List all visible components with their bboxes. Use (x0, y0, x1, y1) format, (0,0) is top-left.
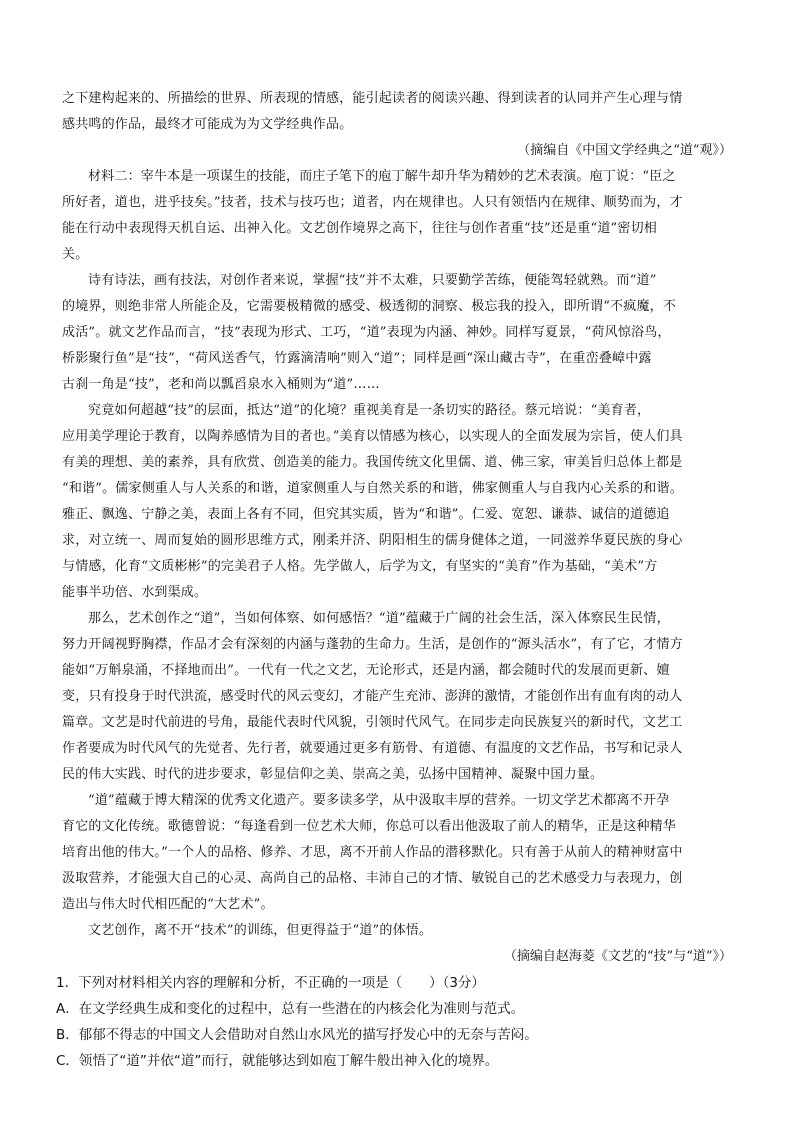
text-line: 所好者，道也，进乎技矣。”技者，技术与技巧也；道者，内在规律也。人只有领悟内在规律、顺势而为，才 (62, 195, 683, 210)
citation-text: （摘编自《中国文学经典之“道”观》） (517, 143, 732, 158)
question-stem: 1．下列对材料相关内容的理解和分析，不正确的一项是（ ）（3分） (56, 975, 485, 991)
text-line: 关。 (62, 247, 89, 262)
material-two-paragraph-6 (62, 918, 732, 944)
text-line: 应用美学理论于教育，以陶养感情为目的者也。”美育以情感为核心，以实现人的全面发展为宗旨，使人们具 (62, 429, 683, 444)
text-line: 感共鸣的作品，最终才可能成为为文学经典作品。 (62, 117, 353, 132)
option-b[interactable]: B．郁郁不得志的中国文人会借助对自然山水风光的描写抒发心中的无奈与苦闷。 (56, 1027, 538, 1043)
text-line: 古刹一角是“技”，老和尚以瓢舀泉水入桶则为“道”…… (62, 377, 380, 392)
text-line: 造出与伟大时代相匹配的“大艺术”。 (62, 897, 274, 912)
text-line: 努力开阔视野胸襟，作品才会有深刻的内涵与蓬勃的生命力。生活，是创作的“源头活水”，有了它，才情方 (62, 637, 683, 652)
text-line: 变，只有投身于时代洪流，感受时代的风云变幻，才能产生充沛、澎湃的激情，才能创作出有血有肉的动人 (62, 689, 683, 704)
text-line: 的境界，则绝非常人所能企及，它需要极精微的感受、极透彻的洞察、极忘我的投入，即所谓“不疯魔，不 (62, 299, 677, 314)
text-line: 民的伟大实践、时代的进步要求，彰显信仰之美、崇高之美，弘扬中国精神、凝聚中国力量。 (62, 767, 604, 782)
option-c[interactable]: C．领悟了“道”并依“道”而行，就能够达到如庖丁解牛般出神入化的境界。 (56, 1053, 499, 1069)
text-line: 成活”。就文艺作品而言，“技”表现为形式、工巧，“道”表现为内涵、神妙。同样写夏景，“荷风惊浴鸟， (62, 325, 671, 340)
text-line: 之下建构起来的、所描绘的世界、所表现的情感，能引起读者的阅读兴趣、得到读者的认同并产生心理与情 (62, 91, 683, 106)
text-line: 能在行动中表现得天机自运、出神入化。文艺创作境界之高下，往往与创作者重“技”还是重“道”密切相 (62, 221, 657, 236)
text-line: 材料二：宰牛本是一项谋生的技能，而庄子笔下的庖丁解牛却升华为精妙的艺术表演。庖丁说：“臣之 (88, 169, 676, 184)
text-line: 文艺创作，离不开“技术”的训练，但更得益于“道”的体悟。 (88, 923, 433, 938)
text-line: 汲取营养，才能强大自己的心灵、高尚自己的品格、丰沛自己的才情、敏锐自己的艺术感受力与表现力，创 (62, 871, 683, 886)
citation-text: （摘编自赵海菱《文艺的“技”与“道”》） (503, 949, 732, 964)
text-line: 育它的文化传统。歌德曾说：“每逢看到一位艺术大师，你总可以看出他汲取了前人的精华，正是这种精华 (62, 819, 677, 834)
text-line: 桥影聚行鱼”是“技”，“荷风送香气，竹露滴清响”则入“道”；同样是画“深山藏古寺”，在重峦叠嶂中露 (62, 351, 652, 366)
material-two-paragraph-2 (62, 268, 732, 398)
text-line: 那么，艺术创作之“道”，当如何体察、如何感悟？“道”蕴藏于广阔的社会生活，深入体察民生民情， (88, 611, 670, 626)
text-line: 诗有诗法，画有技法，对创作者来说，掌握“技”并不太难，只要勤学苦练，便能驾轻就熟。而“道” (88, 273, 657, 288)
text-line: “和谐”。儒家侧重人与人关系的和谐，道家侧重人与自然关系的和谐，佛家侧重人与自我内心关系的和谐。 (62, 481, 683, 496)
text-line: 作者要成为时代风气的先觉者、先行者，就要通过更多有筋骨、有道德、有温度的文艺作品，书写和记录人 (62, 741, 683, 756)
text-line: “道”蕴藏于博大精深的优秀文化遗产。要多读多学，从中汲取丰厚的营养。一切文学艺术都离不开孕 (88, 793, 670, 808)
material-two-paragraph-5 (62, 788, 732, 918)
source-citation-2 (62, 944, 732, 970)
text-line: 篇章。文艺是时代前进的号角，最能代表时代风貌，引领时代风气。在同步走向民族复兴的新时代，文艺工 (62, 715, 683, 730)
text-line: 雅正、飘逸、宁静之美，表面上各有不同，但究其实质，皆为“和谐”。仁爱、宽恕、谦恭、诚信的道德追 (62, 507, 670, 522)
material-two-paragraph-4 (62, 606, 732, 788)
option-a[interactable]: A．在文学经典生成和变化的过程中，总有一些潜在的内核会化为准则与范式。 (56, 1001, 525, 1017)
text-line: 培育出他的伟大。”一个人的品格、修养、才思，离不开前人作品的潜移默化。只有善于从前人的精神财富中 (62, 845, 683, 860)
question-1 (56, 970, 726, 1074)
text-line: 能如“万斛泉涌，不择地而出”。一代有一代之文艺，无论形式，还是内涵，都会随时代的发展而更新、嬗 (62, 663, 670, 678)
text-line: 求，对立统一、周而复始的圆形思维方式，刚柔并济、阴阳相生的儒身健体之道，一同滋养华夏民族的身心 (62, 533, 683, 548)
text-line: 究竟如何超越“技”的层面，抵达“道”的化境？重视美育是一条切实的路径。蔡元培说：“美育者， (88, 403, 651, 418)
material-two-paragraph-3 (62, 398, 732, 606)
text-line: 与情感，化育“文质彬彬”的完美君子人格。先学做人，后学为文，有坚实的“美育”作为基础，“美术”方 (62, 559, 658, 574)
text-line: 有美的理想、美的素养，具有欣赏、创造美的能力。我国传统文化里儒、道、佛三家，审美旨归总体上都是 (62, 455, 683, 470)
source-citation-1 (62, 138, 732, 164)
intro-paragraph (62, 86, 732, 138)
material-two-paragraph-1 (62, 164, 732, 268)
text-line: 能事半功倍、水到渠成。 (62, 585, 208, 600)
